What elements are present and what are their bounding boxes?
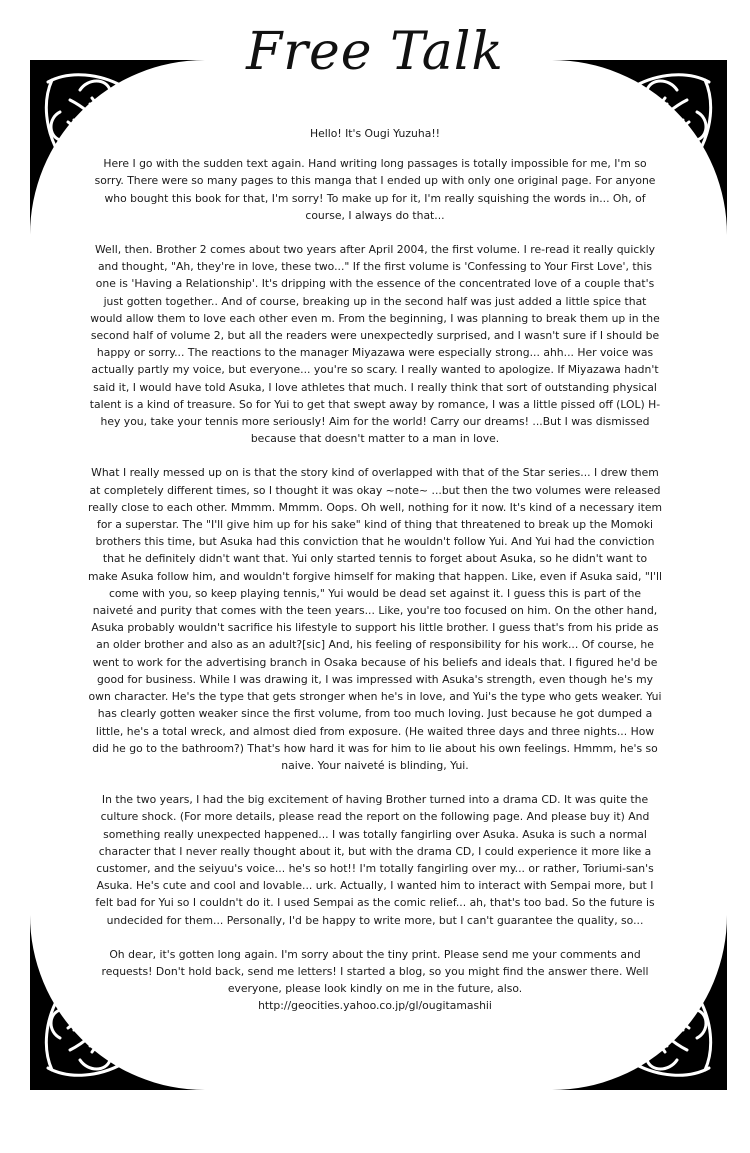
paragraph-3: What I really messed up on is that the story kind of overlapped with that of the Star series... I drew them at completely different times, so I thought it was okay ~note~ ...but then the two volumes were released really close to each other. Mmmm. Mmmm. Oops. Oh well, nothing for it now. It's kind of a necessary item for a superstar. The "I'll give him up for his sake" kind of thing that threatened to break up the Momoki brothers this time, but Asuka had this conviction that he wouldn't follow Yui. And Yui had the conviction that he definitely didn't want that. Yui only started tennis to forget about Asuka, so he didn't want to make Asuka follow him, and wouldn't forgive himself for making that happen. Like, even if Asuka said, "I'll come with you, so keep playing tennis," Yui would be dead set against it. I guess this is part of the naiveté and purity that comes with the teen years... Like, you're too focused on him. On the other hand, Asuka probably wouldn't sacrifice his lifestyle to support his little brother. I guess that's from his pride as an older brother and also as an adult?[sic] And, his feeling of responsibility for his work... Of course, he went to work for the advertising branch in Osaka because of his beliefs and ideals that. I figured he'd be good for business. While I was drawing it, I was impressed with Asuka's strength, even though he's my own character. He's the type that gets stronger when he's in love, and Yui's the type who gets weaker. Yui has clearly gotten weaker since the first volume, from too much loving. Just because he got dumped a little, he's a total wreck, and almost died from exposure. (He waited three days and three nights... How did he go to the bathroom?) That's how hard it was for him to lie about his own feelings. Hmmm, he's so naive. Your naiveté is blinding, Yui. [88,466,663,772]
free-talk-body [88,125,662,1032]
paragraph-4: In the two years, I had the big excitement of having Brother turned into a drama CD. It was quite the culture shock. (For more details, please read the report on the following page. And please buy it) And something really unexpected happened... I was totally fangirling over Asuka. Asuka is such a normal character that I never really thought about it, but with the drama CD, I could experience it more like a customer, and the seiyuu's voice... he's so hot!! I'm totally fangirling over my... or rather, Toriumi-san's Asuka. He's cute and cool and lovable... urk. Actually, I wanted him to interact with Sempai more, but I felt bad for Yui so I couldn't do it. I used Sempai as the comic relief... ah, that's too bad. So the future is undecided for them... Personally, I'd be happy to write more, but I can't guarantee the quality, so... [95,793,655,927]
page-title: Free Talk [246,22,504,82]
paragraph-1: Here I go with the sudden text again. Hand writing long passages is totally impossible for me, I'm so sorry. There were so many pages to this manga that I ended up with only one original page. For anyone who bought this book for that, I'm sorry! To make up for it, I'm really squishing the words in... Oh, of course, I always do that... [94,157,656,222]
paragraph-2: Well, then. Brother 2 comes about two years after April 2004, the first volume. I re-read it really quickly and thought, "Ah, they're in love, these two..." If the first volume is 'Confessing to Your First Love', this one is 'Having a Relationship'. It's dripping with the essence of the concentrated love of a couple that's just gotten together.. And of course, breaking up in the second half was just added a little spice that would allow them to love each other even m. From the beginning, I was planning to break them up in the second half of volume 2, but all the readers were unexpectedly surprised, and I wasn't sure if I should be happy or sorry... The reactions to the manager Miyazawa were especially strong... ahh... Her voice was actually partly my voice, but everyone... you're so scary. I really wanted to apologize. If Miyazawa hadn't said it, I would have told Asuka, I love athletes that much. I really think that sort of outstanding physical talent is a kind of treasure. So for Yui to get that swept away by romance, I was a little pissed off (LOL) H-hey you, take your tennis more seriously! Aim for the world! Carry our dreams! ...But I was dismissed because that doesn't matter to a man in love. [89,243,661,446]
blog-url[interactable]: http://geocities.yahoo.co.jp/gl/ougitamashii [258,999,492,1013]
paragraph-5: Oh dear, it's gotten long again. I'm sorry about the tiny print. Please send me your comments and requests! Don't hold back, send me letters! I started a blog, so you might find the answer there. Well everyone, please look kindly on me in the future, also. [101,947,649,996]
greeting-text: Hello! It's Ougi Yuzuha!! [309,127,441,140]
